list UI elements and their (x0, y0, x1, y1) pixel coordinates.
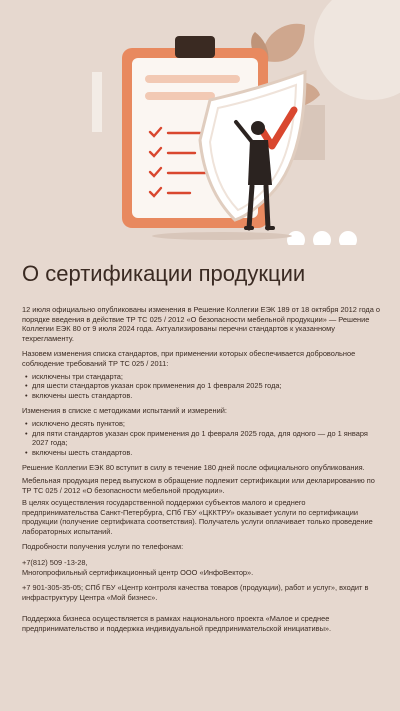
furniture-paragraph: Мебельная продукция перед выпуском в обращение подлежит сертификации или декларированию по ТР ТС 025 / 2012 «О безопасности мебельной продукции». (22, 475, 375, 495)
list-item: • включены шесть стандартов. (22, 448, 380, 458)
page-title: О сертификации продукции (22, 260, 306, 286)
phone-paragraph-2: +7 901-305-35-05; СПб ГБУ «Центр контроля качества товаров (продукции), работ и услуг», входит в инфраструктуру Центра «Мой бизнес». (22, 583, 369, 602)
support-paragraph: В целях осуществления государственной поддержки субъектов малого и среднего предпринимательства Санкт-Петербурга, СПб ГБУ «ЦККТРУ» оказывает услуги по сертификации продукции (получение сертификата соответствия). Получатель услуги оплачивает только проведение лабораторных испытаний. (22, 498, 373, 536)
article-body (22, 305, 380, 640)
list-item: • включены шесть стандартов. (22, 391, 380, 401)
methods-heading: Изменения в списке с методиками испытаний и измерений: (22, 406, 227, 416)
phone-number-1[interactable]: +7(812) 509 -13-28, (22, 558, 88, 568)
decor-dots-icon (287, 231, 357, 245)
list-item: • для шести стандартов указан срок применения до 1 февраля 2025 года; (22, 381, 380, 391)
list-item: • исключены три стандарта; (22, 372, 380, 382)
intro-paragraph: 12 июля официально опубликованы изменения в Решение Коллегии ЕЭК 189 от 18 октября 2012 года о порядке введения в действие ТР ТС 025 / 2012 «О безопасности мебельной продукции» — Решение Коллегии ЕЭК 80 от 9 июля 2024 года. Актуализированы перечни стандартов к указанному техрегламенту. (22, 305, 381, 343)
methods-list (22, 419, 380, 457)
phones-heading: Подробности получения услуги по телефонам: (22, 542, 184, 552)
decor-bar-icon (92, 72, 102, 132)
footer-paragraph: Поддержка бизнеса осуществляется в рамках национального проекта «Малое и среднее предпринимательство и поддержка индивидуальной предпринимательской инициативы». (22, 614, 332, 634)
standards-heading: Назовем изменения списка стандартов, при применении которых обеспечивается добровольное соблюдение требований ТР ТС 025 / 2011: (22, 349, 356, 368)
effect-paragraph: Решение Коллегии ЕЭК 80 вступит в силу в течение 180 дней после официального опубликования. (22, 463, 365, 473)
phone-org-1: Многопрофильный сертификационный центр ООО «ИнфоВектор». (22, 567, 254, 577)
list-item: • для пяти стандартов указан срок применения до 1 февраля 2025 года, для одного — до 1 января 2027 года; (22, 429, 380, 448)
list-item: • исключено десять пунктов; (22, 419, 380, 429)
decor-circle-icon (314, 0, 400, 100)
standards-list (22, 372, 380, 401)
certification-illustration (0, 0, 400, 245)
